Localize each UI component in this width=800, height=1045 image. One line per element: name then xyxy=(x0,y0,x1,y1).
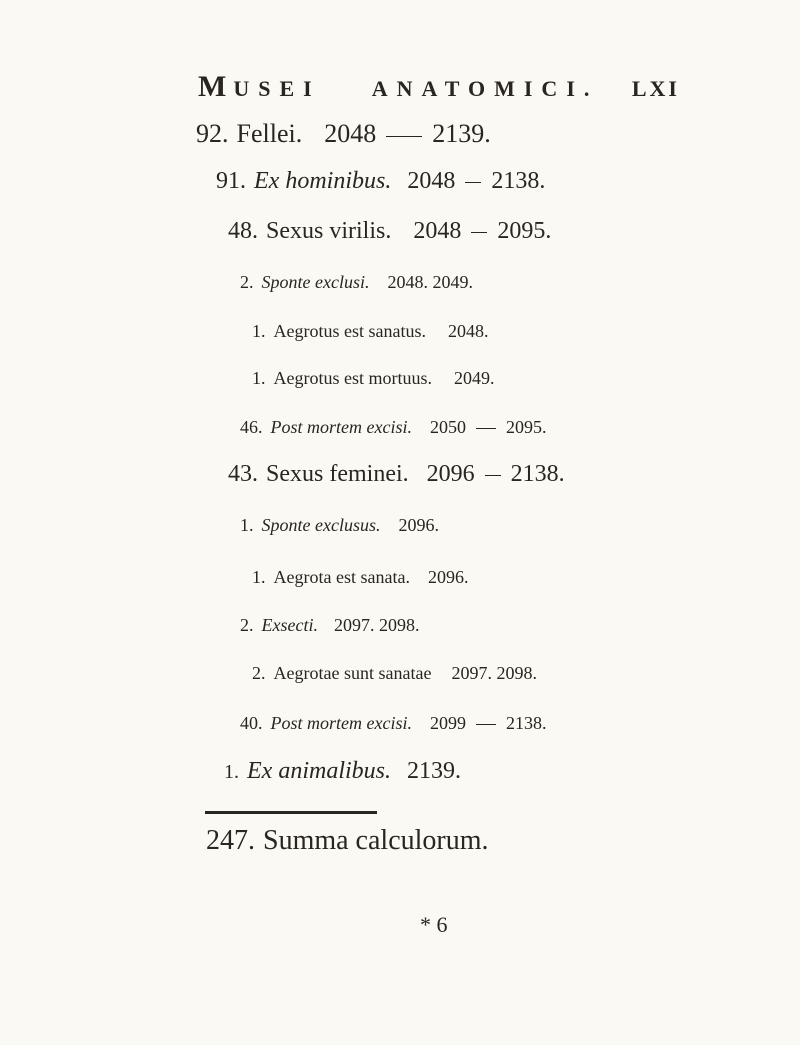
entry-ex-animalibus xyxy=(224,758,461,785)
entry-aegrotae-sanatae xyxy=(252,663,537,684)
entry-aegrota-sanata xyxy=(252,567,468,588)
range-from: 2050 xyxy=(429,417,466,437)
entry-values: 2096. xyxy=(398,515,439,535)
range-from: 2048 xyxy=(413,218,462,244)
entry-label: Aegrota est sanata. xyxy=(273,567,410,587)
entry-exsecti xyxy=(240,615,419,636)
range-to: 2095. xyxy=(505,417,547,437)
entry-values: 2097. 2098. xyxy=(333,615,420,635)
entry-values: 2096. xyxy=(427,567,469,587)
entry-label: Sexus virilis. xyxy=(266,218,392,244)
entry-count: 2. xyxy=(252,663,266,683)
header-title xyxy=(198,70,598,104)
entry-count: 2. xyxy=(240,272,254,292)
entry-count: 2. xyxy=(240,615,254,635)
entry-sexus-virilis xyxy=(228,218,551,245)
entry-label: Exsecti. xyxy=(261,615,318,635)
entry-aegrotus-mortuus xyxy=(252,368,494,389)
entry-values: 2139. xyxy=(407,758,461,784)
summary-count: 247. xyxy=(206,825,255,856)
range-dash xyxy=(465,182,481,183)
entry-fellei xyxy=(196,119,491,149)
entry-count: 1. xyxy=(252,567,266,587)
entry-ex-hominibus xyxy=(216,168,545,195)
section-rule xyxy=(205,811,377,814)
entry-count: 46. xyxy=(240,417,263,437)
page-number-roman: LXI xyxy=(631,76,680,101)
title-initial-2: A xyxy=(371,76,397,101)
entry-sexus-feminei xyxy=(228,461,565,488)
entry-label: Sponte exclusi. xyxy=(261,272,370,292)
range-dash xyxy=(485,475,501,476)
summary-line xyxy=(206,825,489,857)
entry-label: Sexus feminei. xyxy=(266,461,409,487)
entry-post-mortem-40 xyxy=(240,713,546,734)
entry-count: 1. xyxy=(224,761,239,783)
range-to: 2138. xyxy=(510,461,565,487)
entry-count: 1. xyxy=(240,515,254,535)
entry-label: Post mortem excisi. xyxy=(270,417,412,437)
entry-count: 48. xyxy=(228,218,258,244)
entry-label: Aegrotae sunt sanatae xyxy=(273,663,432,683)
entry-aegrotus-sanatus xyxy=(252,321,488,342)
range-dash xyxy=(476,724,496,725)
range-to: 2138. xyxy=(505,713,547,733)
range-dash xyxy=(386,136,422,137)
entry-count: 91. xyxy=(216,168,246,194)
entry-label: Sponte exclusus. xyxy=(261,515,381,535)
entry-label: Ex animalibus. xyxy=(247,758,391,784)
entry-label: Ex hominibus. xyxy=(254,168,392,194)
entry-count: 1. xyxy=(252,368,266,388)
entry-post-mortem-46 xyxy=(240,417,546,438)
range-from: 2096 xyxy=(426,461,475,487)
entry-values: 2049. xyxy=(453,368,495,388)
entry-count: 92. xyxy=(196,119,229,148)
range-dash xyxy=(476,428,496,429)
entry-sponte-exclusi xyxy=(240,272,473,293)
entry-values: 2048. xyxy=(447,321,489,341)
range-from: 2048 xyxy=(407,168,456,194)
entry-label: Fellei. xyxy=(236,119,303,148)
range-to: 2095. xyxy=(497,218,552,244)
entry-values: 2097. 2098. xyxy=(451,663,537,683)
summary-label: Summa calculorum. xyxy=(263,825,489,856)
title-initial-1: M xyxy=(198,70,234,103)
range-from: 2099 xyxy=(429,713,466,733)
range-to: 2138. xyxy=(491,168,546,194)
entry-label: Aegrotus est sanatus. xyxy=(273,321,426,341)
entry-count: 40. xyxy=(240,713,263,733)
entry-count: 1. xyxy=(252,321,266,341)
entry-label: Aegrotus est mortuus. xyxy=(273,368,432,388)
signature-mark: * 6 xyxy=(420,912,448,937)
title-word-2: NATOMICI. xyxy=(396,76,599,101)
entry-values: 2048. 2049. xyxy=(387,272,473,292)
entry-label: Post mortem excisi. xyxy=(270,713,412,733)
range-dash xyxy=(471,232,487,233)
title-word-1: USEI xyxy=(233,76,321,101)
running-header xyxy=(198,70,688,110)
range-from: 2048 xyxy=(324,119,377,148)
range-to: 2139. xyxy=(432,119,491,148)
entry-sponte-exclusus xyxy=(240,515,439,536)
entry-count: 43. xyxy=(228,461,258,487)
